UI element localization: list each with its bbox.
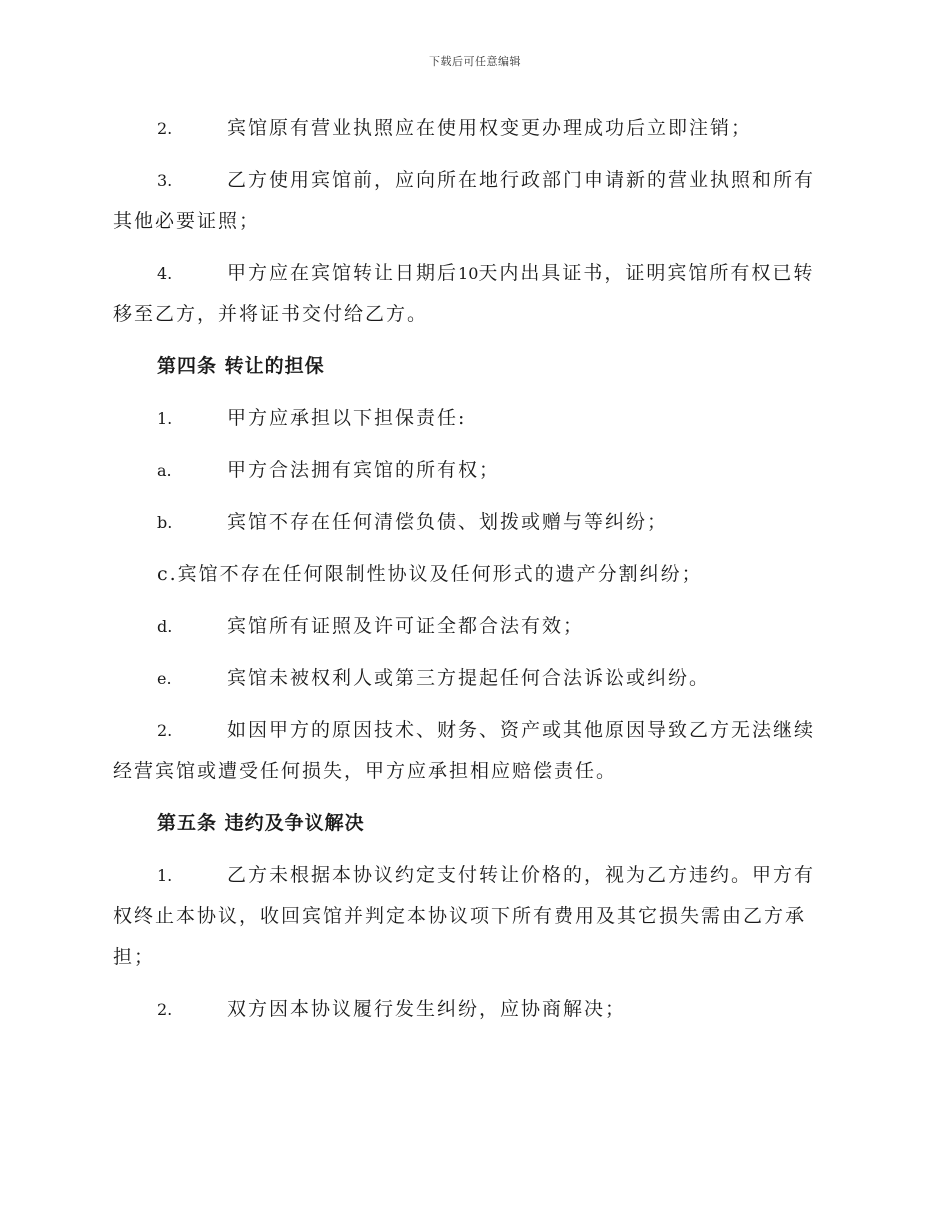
item-text: 双方因本协议履行发生纠纷，应协商解决； <box>227 998 627 1020</box>
item-number: e. <box>157 669 172 688</box>
item-text: 如因甲方的原因技术、财务、资产或其他原因导致乙方无法继续经营宾馆或遭受任何损失，甲方应承担相应赔偿责任。 <box>113 719 816 782</box>
clause-4-2 <box>113 710 835 792</box>
clause-4-1-d <box>113 606 835 647</box>
document-body <box>113 108 835 1041</box>
clause-4-1-a <box>113 450 835 491</box>
clause-3-4 <box>113 253 835 335</box>
clause-4-1-c: c.宾馆不存在任何限制性协议及任何形式的遗产分割纠纷； <box>157 563 703 585</box>
clause-5-2 <box>113 989 835 1030</box>
section-heading-5: 第五条 违约及争议解决 <box>157 812 365 834</box>
clause-3-3 <box>113 160 835 242</box>
item-text: 甲方应在宾馆转让日期后 <box>227 262 459 284</box>
item-number: 3. <box>157 171 173 190</box>
clause-4-1-e <box>113 658 835 699</box>
item-number: 2. <box>157 119 173 138</box>
clause-4-1 <box>113 398 835 439</box>
item-inline-number: 10 <box>458 264 479 283</box>
section-heading-4: 第四条 转让的担保 <box>157 355 325 377</box>
page-header: 下载后可任意编辑 <box>429 55 521 68</box>
item-number: 2. <box>157 721 173 740</box>
item-number: 2. <box>157 1000 173 1019</box>
item-text: 宾馆未被权利人或第三方提起任何合法诉讼或纠纷。 <box>227 667 711 689</box>
item-number: a. <box>157 461 172 480</box>
item-number: 4. <box>157 264 173 283</box>
item-text: 甲方应承担以下担保责任: <box>227 407 467 429</box>
item-number: 1. <box>157 409 173 428</box>
clause-5-1 <box>113 855 835 978</box>
item-text: 甲方合法拥有宾馆的所有权； <box>227 459 501 481</box>
item-text: 乙方未根据本协议约定支付转让价格的，视为乙方违约。甲方有权终止本协议，收回宾馆并判定本协议项下所有费用及其它损失需由乙方承担； <box>113 864 816 968</box>
clause-4-1-b <box>113 502 835 543</box>
clause-3-2 <box>113 108 835 149</box>
item-text: 天内出具证书，证明宾馆所有权已转移至乙方，并将证书交付给乙方。 <box>113 262 815 325</box>
item-number: b. <box>157 513 173 532</box>
item-number: 1. <box>157 866 173 885</box>
item-text: 乙方使用宾馆前，应向所在地行政部门申请新的营业执照和所有其他必要证照； <box>113 169 816 232</box>
item-number: d. <box>157 617 173 636</box>
item-text: 宾馆所有证照及许可证全都合法有效； <box>227 615 585 637</box>
item-text: 宾馆原有营业执照应在使用权变更办理成功后立即注销； <box>227 117 753 139</box>
item-text: 宾馆不存在任何清偿负债、划拨或赠与等纠纷； <box>227 511 669 533</box>
